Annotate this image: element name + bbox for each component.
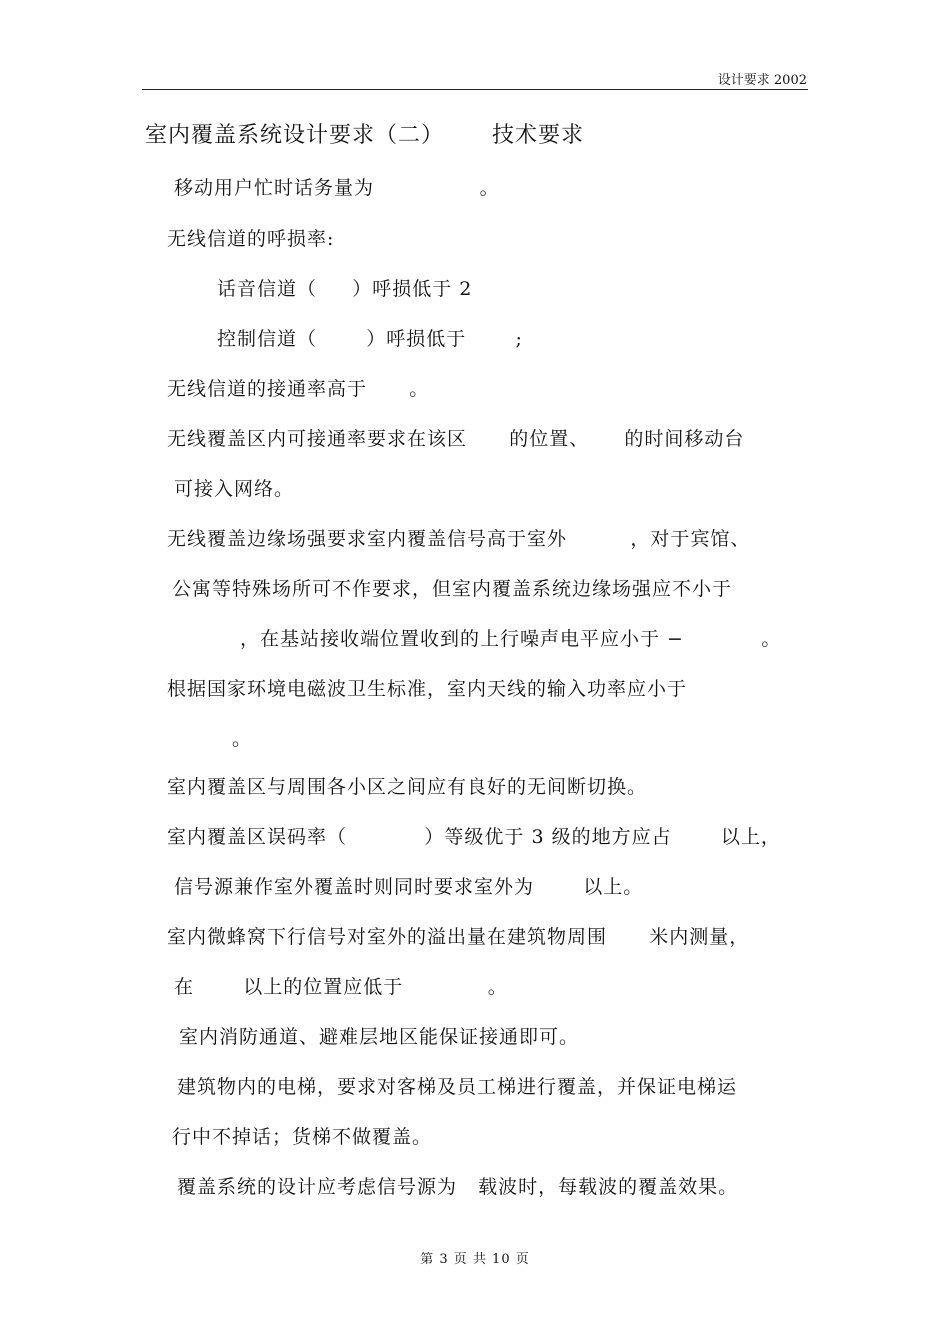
paragraph-line: 话音信道（ ）呼损低于 2: [217, 278, 473, 300]
paragraph-line: 行中不掉话；货梯不做覆盖。: [172, 1126, 433, 1148]
paragraph-line: 控制信道（ ）呼损低于 ;: [217, 328, 523, 350]
paragraph-line: 室内覆盖区与周围各小区之间应有良好的无间断切换。: [167, 776, 648, 798]
paragraph-line: 室内微蜂窝下行信号对室外的溢出量在建筑物周围 米内测量，: [167, 926, 750, 948]
paragraph-line: 建筑物内的电梯，要求对客梯及员工梯进行覆盖，并保证电梯运: [177, 1076, 738, 1098]
paragraph-line: 室内覆盖区误码率（ ）等级优于 3 级的地方应占 以上，: [167, 826, 781, 848]
paragraph-line: 室内消防通道、避难层地区能保证接通即可。: [179, 1026, 580, 1048]
paragraph-line: 无线覆盖区内可接通率要求在该区 的位置、 的时间移动台: [167, 428, 745, 450]
paragraph-line: 无线覆盖边缘场强要求室内覆盖信号高于室外 ，对于宾馆、: [167, 528, 751, 550]
paragraph-line: 公寓等特殊场所可不作要求，但室内覆盖系统边缘场强应不小于: [172, 578, 733, 600]
paragraph-line: 可接入网络。: [174, 478, 295, 500]
paragraph-line: 无线信道的接通率高于 。: [167, 378, 430, 400]
paragraph-line: 。: [232, 728, 253, 750]
paragraph-line: 移动用户忙时话务量为 。: [174, 177, 500, 199]
document-title: 室内覆盖系统设计要求（二） 技术要求: [145, 123, 584, 148]
paragraph-line: 根据国家环境电磁波卫生标准，室内天线的输入功率应小于: [167, 678, 688, 700]
paragraph-line: 在 以上的位置应低于 。: [174, 976, 508, 998]
paragraph-line: 信号源兼作室外覆盖时则同时要求室外为 以上。: [174, 876, 644, 898]
paragraph-line: 无线信道的呼损率:: [167, 228, 335, 250]
page-footer: 第 3 页 共 10 页: [420, 1252, 530, 1267]
page-header-text: 设计要求 2002: [717, 73, 807, 88]
paragraph-line: 覆盖系统的设计应考虑信号源为 载波时，每载波的覆盖效果。: [177, 1176, 739, 1198]
header-rule: [142, 89, 808, 90]
paragraph-line: ，在基站接收端位置收到的上行噪声电平应小于 − 。: [240, 628, 782, 650]
